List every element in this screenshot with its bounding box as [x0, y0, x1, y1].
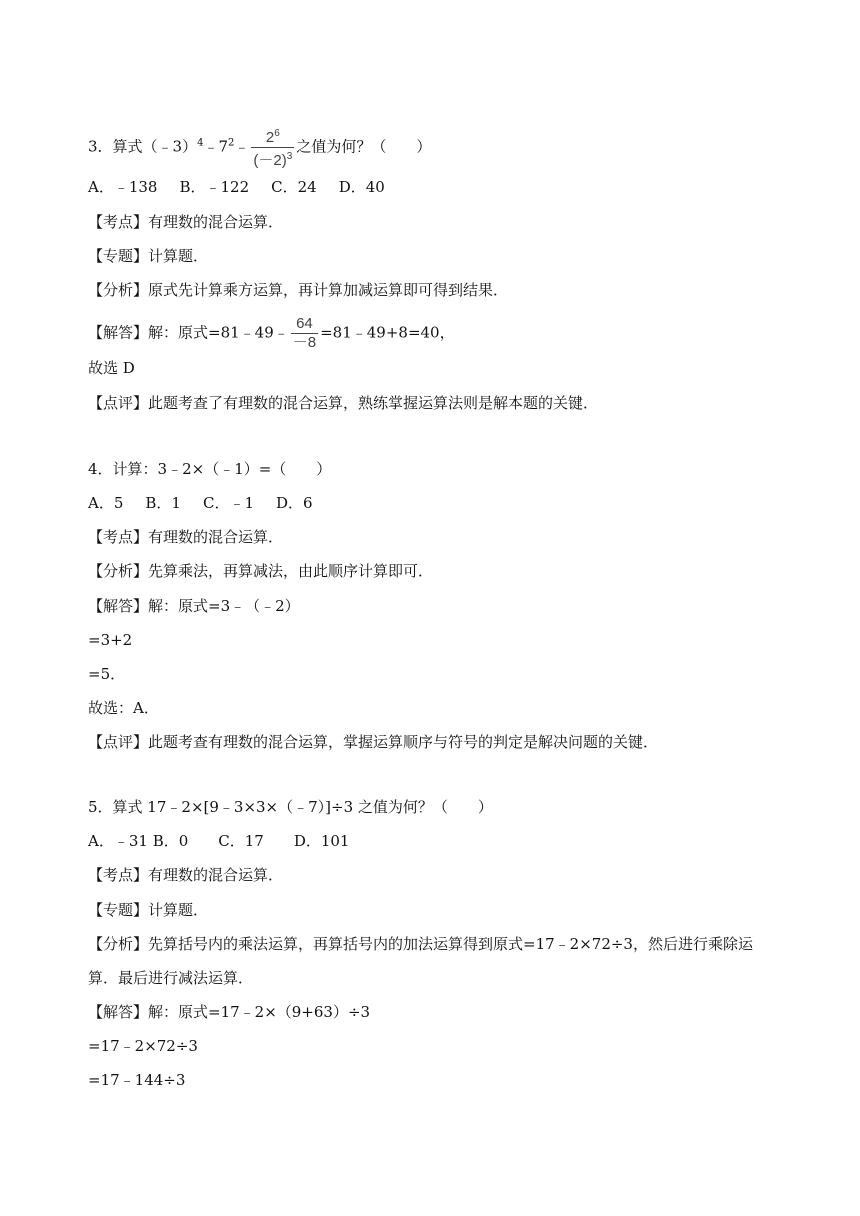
q3-options: [88, 177, 385, 197]
q4-option-d: D．6: [276, 494, 313, 512]
q3-jieda-prefix: 【解答】解：原式=81﹣49﹣: [88, 323, 289, 342]
q5-step1: =17﹣2×72÷3: [88, 1037, 198, 1055]
q3-jieda-frac-numerator: 64: [296, 315, 313, 332]
q4-guxuan: 故选：A．: [88, 699, 159, 717]
q3-option-c: C．24: [271, 178, 317, 196]
q4-kaodian: 【考点】有理数的混合运算．: [88, 528, 284, 546]
q3-frac-numerator: $2^6$: [265, 128, 280, 146]
q3-stem-mid: ﹣7: [203, 137, 229, 156]
q3-option-a: A．﹣138: [88, 178, 158, 196]
q3-dianping: 【点评】此题考查了有理数的混合运算，熟练掌握运算法则是解本题的关键．: [88, 394, 599, 412]
q3-jieda-suffix: =81﹣49+8=40，: [320, 323, 455, 342]
q5-kaodian: 【考点】有理数的混合运算．: [88, 866, 284, 884]
q3-fraction: [251, 126, 294, 169]
q4-options: [88, 493, 313, 513]
q3-stem-suffix: 之值为何？（ ）: [296, 137, 432, 156]
q3-jieda-frac-denominator: －8: [292, 334, 317, 351]
q4-step1: =3+2: [88, 631, 133, 649]
q5-fenxi-line1: 【分析】先算括号内的乘法运算，再算括号内的加法运算得到原式=17﹣2×72÷3，然后进行乘除运: [88, 935, 753, 953]
q4-option-b: B．1: [145, 494, 181, 512]
q3-stem-prefix: 3．算式（﹣3）: [88, 137, 198, 156]
q5-stem: 5．算式 17﹣2×[9﹣3×3×（﹣7）]÷3 之值为何？（ ）: [88, 798, 493, 816]
q5-jieda: 【解答】解：原式=17﹣2×（9+63）÷3: [88, 1003, 371, 1021]
q5-options: A．﹣31 B．0 C．17 D．101: [88, 832, 350, 850]
q3-zhuanti: 【专题】计算题．: [88, 247, 209, 265]
q3-frac-denominator: $(-2)^3$: [251, 147, 294, 169]
q5-zhuanti: 【专题】计算题．: [88, 901, 209, 919]
q4-option-c: C．﹣1: [202, 494, 254, 512]
q4-fenxi: 【分析】先算乘法，再算减法，由此顺序计算即可．: [88, 562, 434, 580]
q4-stem: 4．计算：3﹣2×（﹣1）=（ ）: [88, 460, 332, 478]
q5-fenxi-line2: 算．最后进行减法运算．: [88, 969, 254, 987]
q3-jieda: [88, 316, 455, 351]
q4-dianping: 【点评】此题考查有理数的混合运算，掌握运算顺序与符号的判定是解决问题的关键．: [88, 733, 659, 751]
q3-fenxi: 【分析】原式先计算乘方运算，再计算加减运算即可得到结果．: [88, 281, 509, 299]
q3-option-d: D．40: [338, 178, 385, 196]
q4-jieda: 【解答】解：原式=3﹣（﹣2）: [88, 597, 300, 615]
q5-step2: =17﹣144÷3: [88, 1071, 186, 1089]
q3-exp1: 4: [197, 137, 204, 149]
q3-jieda-fraction: [291, 316, 318, 351]
q4-step2: =5．: [88, 665, 126, 683]
q4-option-a: A．5: [88, 494, 124, 512]
q3-exp2: 2: [228, 137, 235, 149]
q3-option-b: B．﹣122: [179, 178, 250, 196]
q3-stem: [88, 126, 431, 169]
q3-kaodian: 【考点】有理数的混合运算．: [88, 213, 284, 231]
q3-guxuan: 故选 D: [88, 359, 135, 377]
q3-minus: ﹣: [234, 137, 250, 156]
